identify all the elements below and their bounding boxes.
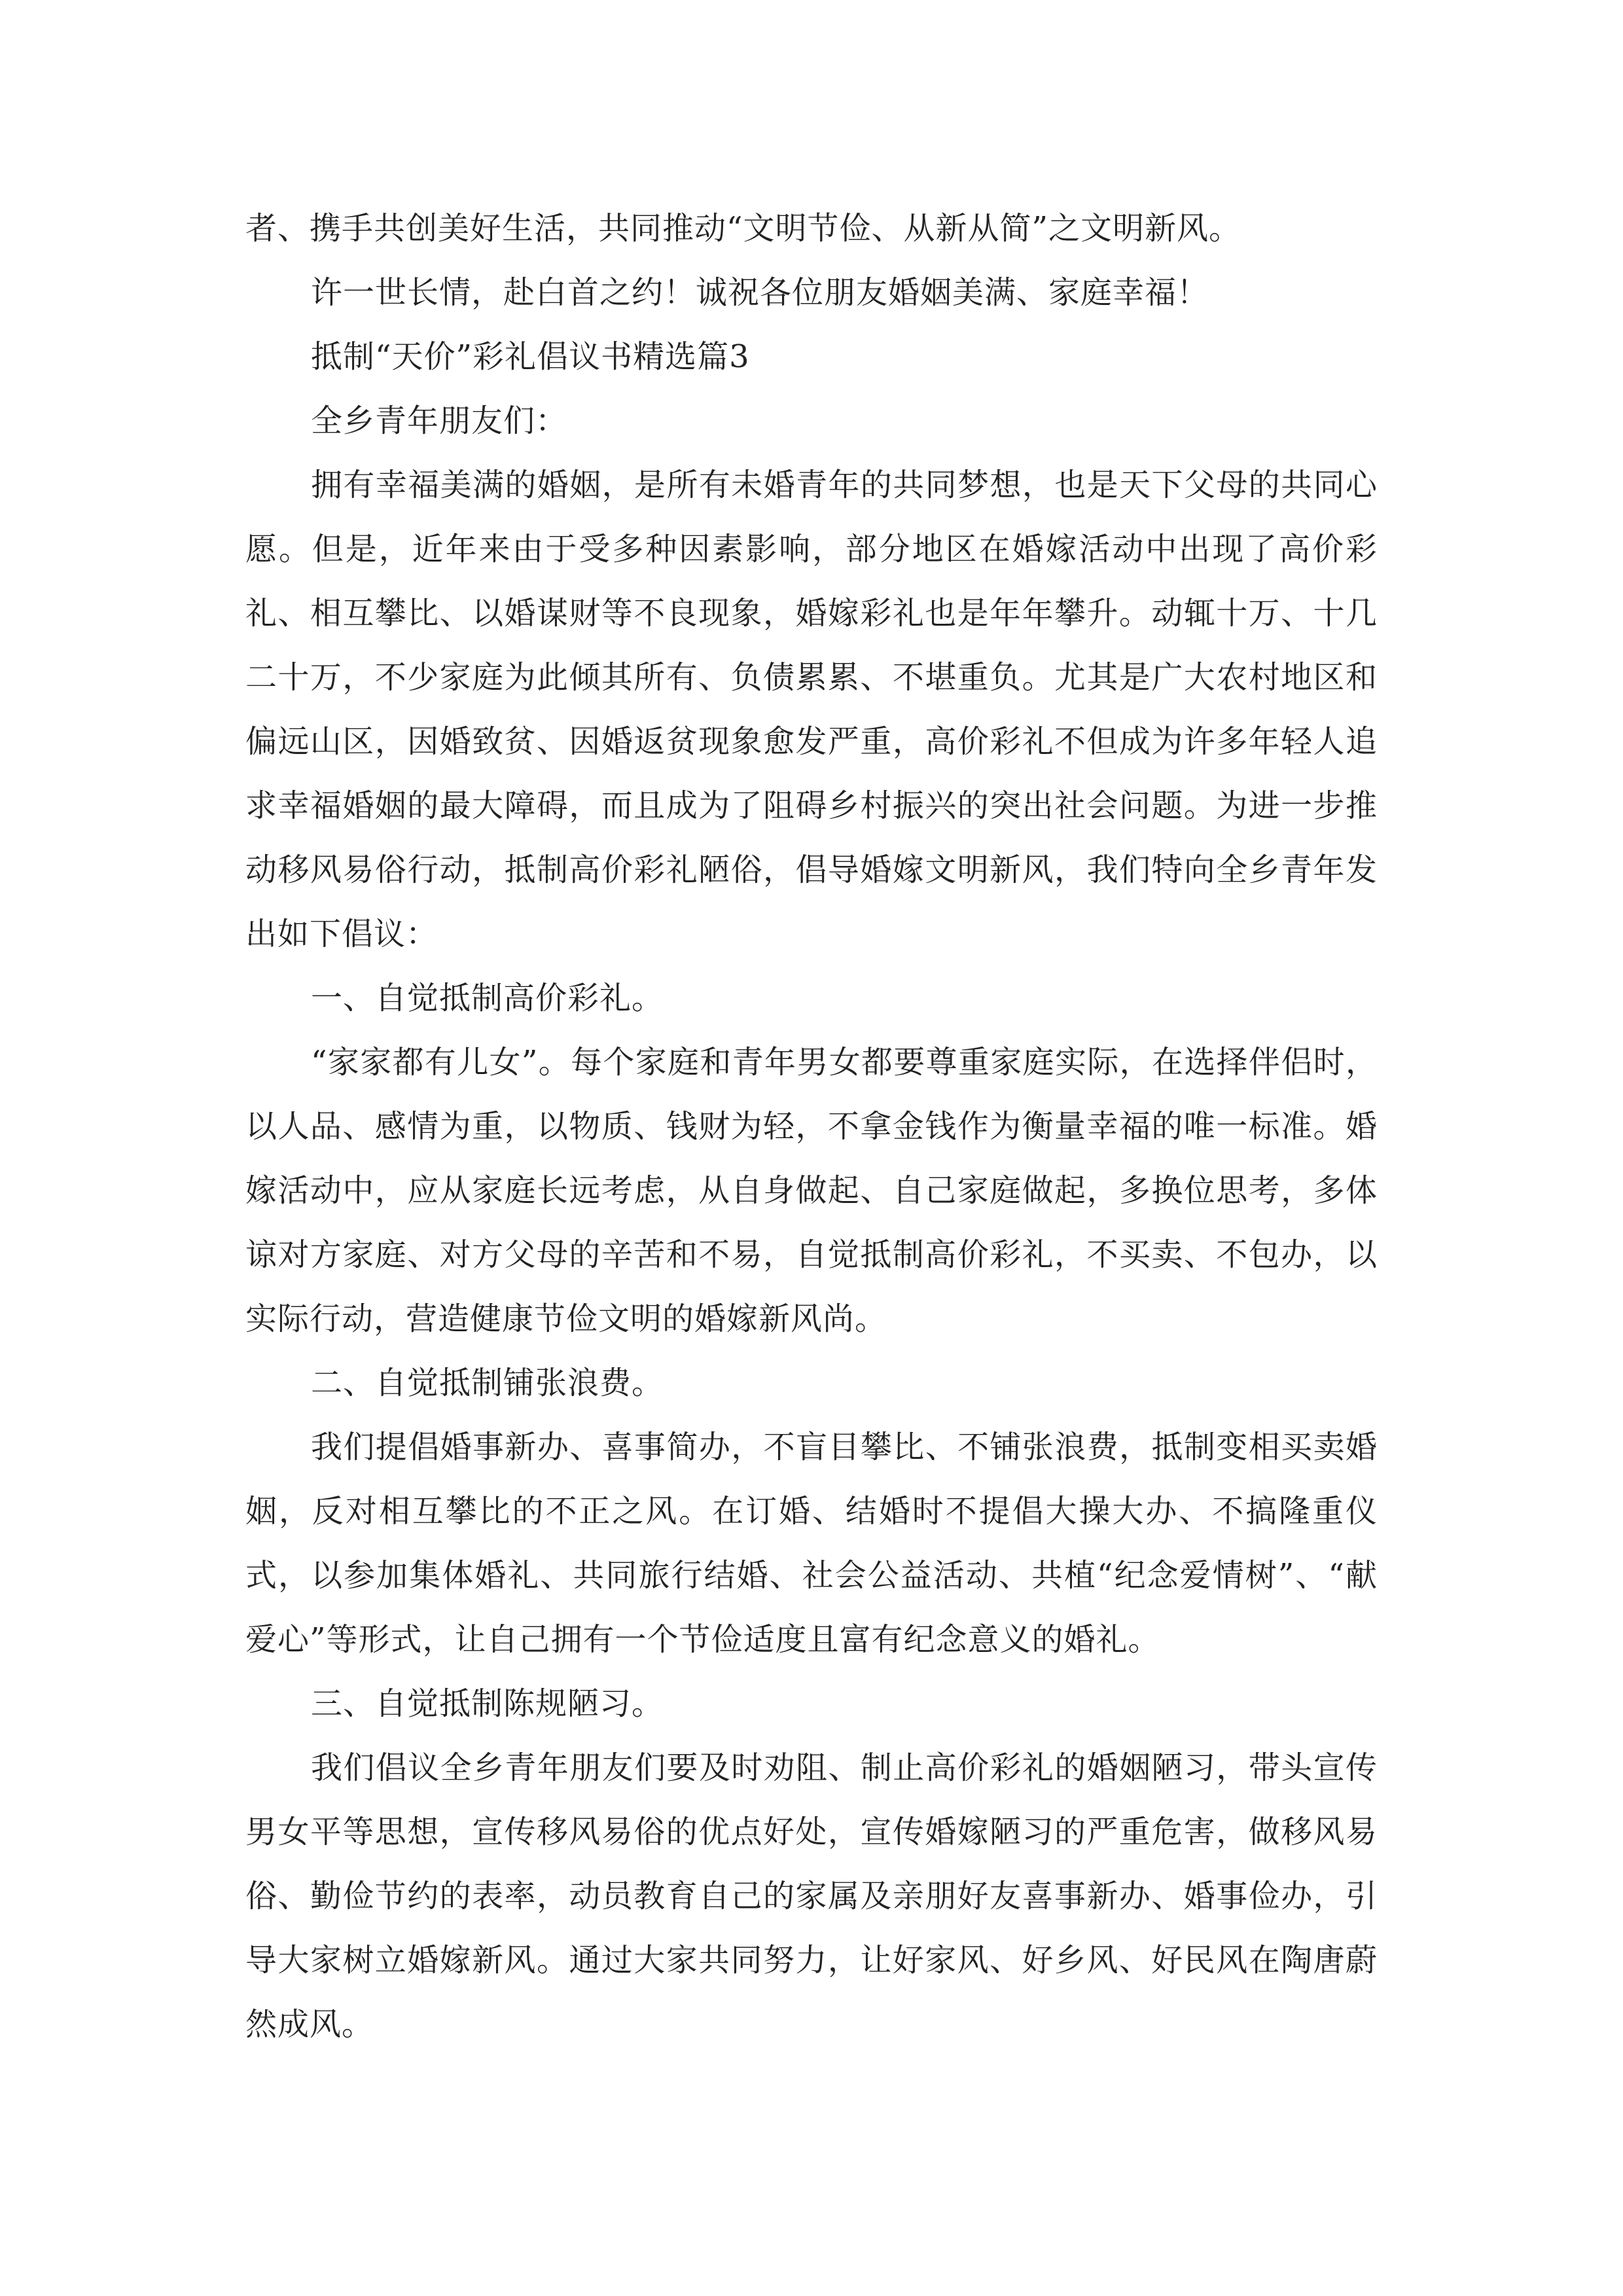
paragraph-point-3: 我们倡议全乡青年朋友们要及时劝阻、制止高价彩礼的婚姻陋习，带头宣传男女平等思想，宣传移风易俗的优点好处，宣传婚嫁陋习的严重危害，做移风易俗、勤俭节约的表率，动员教育自己的家属及亲朋好友喜事新办、婚事俭办，引导大家树立婚嫁新风。通过大家共同努力，让好家风、好乡风、好民风在陶唐蔚然成风。 xyxy=(245,1749,1378,2043)
salutation: 全乡青年朋友们： xyxy=(311,403,568,439)
heading-point-3: 三、自觉抵制陈规陋习。 xyxy=(311,1685,664,1722)
section-title: 抵制“天价”彩礼倡议书精选篇3 xyxy=(311,338,750,375)
document-body xyxy=(245,196,1378,2056)
heading-point-1: 一、自觉抵制高价彩礼。 xyxy=(311,980,664,1016)
heading-point-2: 二、自觉抵制铺张浪费。 xyxy=(311,1365,664,1401)
paragraph-point-2: 我们提倡婚事新办、喜事简办，不盲目攀比、不铺张浪费，抵制变相买卖婚姻，反对相互攀比的不正之风。在订婚、结婚时不提倡大操大办、不搞隆重仪式，以参加集体婚礼、共同旅行结婚、社会公益活动、共植“纪念爱情树”、“献爱心”等形式，让自己拥有一个节俭适度且富有纪念意义的婚礼。 xyxy=(245,1429,1378,1658)
paragraph-point-1: “家家都有儿女”。每个家庭和青年男女都要尊重家庭实际，在选择伴侣时，以人品、感情为重，以物质、钱财为轻，不拿金钱作为衡量幸福的唯一标准。婚嫁活动中，应从家庭长远考虑，从自身做起、自己家庭做起，多换位思考，多体谅对方家庭、对方父母的辛苦和不易，自觉抵制高价彩礼，不买卖、不包办，以实际行动，营造健康节俭文明的婚嫁新风尚。 xyxy=(245,1044,1378,1337)
paragraph-intro: 拥有幸福美满的婚姻，是所有未婚青年的共同梦想，也是天下父母的共同心愿。但是，近年来由于受多种因素影响，部分地区在婚嫁活动中出现了高价彩礼、相互攀比、以婚谋财等不良现象，婚嫁彩礼也是年年攀升。动辄十万、十几二十万，不少家庭为此倾其所有、负债累累、不堪重负。尤其是广大农村地区和偏远山区，因婚致贫、因婚返贫现象愈发严重，高价彩礼不但成为许多年轻人追求幸福婚姻的最大障碍，而且成为了阻碍乡村振兴的突出社会问题。为进一步推动移风易俗行动，抵制高价彩礼陋俗，倡导婚嫁文明新风，我们特向全乡青年发出如下倡议： xyxy=(245,467,1378,952)
paragraph-blessing: 许一世长情，赴白首之约！诚祝各位朋友婚姻美满、家庭幸福！ xyxy=(311,274,1209,311)
paragraph-continuation: 者、携手共创美好生活，共同推动“文明节俭、从新从简”之文明新风。 xyxy=(245,210,1241,247)
